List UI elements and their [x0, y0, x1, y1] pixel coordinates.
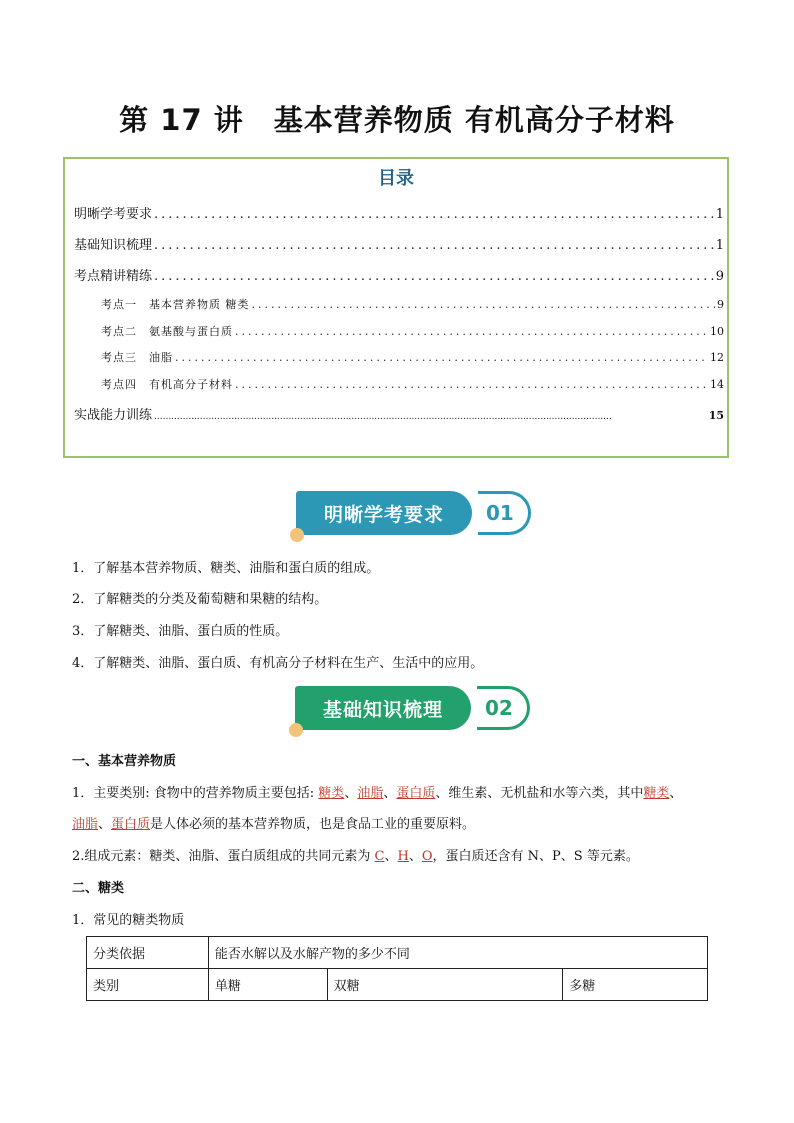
table-cell: 类别	[87, 969, 209, 1001]
toc-entry-label: 实战能力训练	[74, 408, 153, 423]
dot-icon	[289, 723, 303, 737]
toc-subentry[interactable]	[101, 376, 724, 392]
table-cell: 能否水解以及水解产物的多少不同	[208, 937, 707, 969]
page-title: 第 17 讲 基本营养物质 有机高分子材料	[119, 103, 675, 137]
text: 2.组成元素：糖类、油脂、蛋白质组成的共同元素为	[72, 849, 375, 864]
sugar-classification-table	[86, 936, 708, 1001]
toc-subentry[interactable]	[101, 296, 724, 312]
toc-entry[interactable]	[74, 203, 724, 222]
banner-label-box	[296, 491, 472, 535]
subsection-heading: 1．常见的糖类物质	[72, 913, 185, 928]
requirement-item: 1．了解基本营养物质、糖类、油脂和蛋白质的组成。	[72, 561, 380, 576]
toc-entry-label: 考点二 氨基酸与蛋白质	[101, 325, 233, 338]
section-banner-requirements	[296, 491, 531, 535]
toc-entry[interactable]	[74, 404, 724, 423]
answer-blank: 油脂	[72, 817, 99, 832]
toc-leader-dots	[154, 207, 714, 222]
text: 、	[408, 849, 422, 864]
answer-blank: 油脂	[357, 786, 384, 801]
table-row	[87, 937, 708, 969]
answer-blank: H	[397, 849, 409, 864]
text: 、	[344, 786, 358, 801]
banner-label: 基础知识梳理	[323, 698, 444, 721]
toc-entry-label: 考点一 基本营养物质 糖类	[101, 298, 250, 311]
answer-blank: C	[374, 849, 385, 864]
section-heading: 一、基本营养物质	[72, 754, 177, 769]
section-heading: 二、糖类	[72, 881, 125, 896]
toc-entry-page: 1	[715, 207, 724, 222]
toc-leader-dots	[175, 351, 708, 364]
text: 、维生素、无机盐和水等六类，其中	[435, 786, 644, 801]
requirement-item: 4．了解糖类、油脂、蛋白质、有机高分子材料在生产、生活中的应用。	[72, 656, 484, 671]
requirement-item: 3．了解糖类、油脂、蛋白质的性质。	[72, 624, 289, 639]
text: ，蛋白质还含有 N、P、S 等元素。	[432, 849, 639, 864]
table-cell: 分类依据	[87, 937, 209, 969]
toc-entry-page: 15	[708, 409, 724, 422]
requirement-item: 2．了解糖类的分类及葡萄糖和果糖的结构。	[72, 592, 328, 607]
table-of-contents	[63, 157, 729, 458]
toc-entry-page: 10	[710, 325, 724, 338]
toc-entry-page: 9	[717, 298, 724, 311]
toc-leader-dots	[252, 298, 716, 311]
text: 、	[98, 817, 112, 832]
answer-blank: 蛋白质	[111, 817, 151, 832]
banner-label: 明晰学考要求	[324, 503, 445, 526]
toc-entry-label: 基础知识梳理	[74, 238, 153, 253]
text: 、	[383, 786, 397, 801]
answer-blank: 糖类	[643, 786, 670, 801]
toc-heading: 目录	[378, 168, 414, 189]
toc-entry-label: 明晰学考要求	[74, 207, 153, 222]
toc-entry[interactable]	[74, 265, 724, 284]
paragraph-categories-cont	[72, 817, 475, 833]
answer-blank: O	[421, 849, 433, 864]
text: 、	[384, 849, 398, 864]
toc-subentry[interactable]	[101, 323, 724, 339]
toc-subentry[interactable]	[101, 349, 724, 365]
dot-icon	[290, 528, 304, 542]
toc-entry-label: 考点三 油脂	[101, 351, 173, 364]
text: 、	[669, 786, 683, 801]
toc-entry[interactable]	[74, 234, 724, 253]
banner-number: 01	[478, 491, 531, 535]
answer-blank: 蛋白质	[396, 786, 436, 801]
toc-entry-label: 考点精讲精练	[74, 269, 153, 284]
text: 是人体必须的基本营养物质，也是食品工业的重要原料。	[150, 817, 476, 832]
toc-entry-page: 1	[715, 238, 724, 253]
banner-number: 02	[477, 686, 530, 730]
paragraph-elements	[72, 849, 639, 865]
toc-entry-label: 考点四 有机高分子材料	[101, 378, 233, 391]
table-cell: 多糖	[563, 969, 708, 1001]
toc-leader-dots	[154, 238, 714, 253]
text: 1．主要类别: 食物中的营养物质主要包括:	[72, 786, 319, 801]
table-cell: 单糖	[208, 969, 327, 1001]
table-row	[87, 969, 708, 1001]
toc-leader-dots	[235, 325, 708, 338]
toc-entry-page: 9	[715, 269, 724, 284]
toc-leader-dots	[235, 378, 708, 391]
toc-leader-dots	[154, 269, 714, 284]
toc-entry-page: 14	[710, 378, 724, 391]
section-banner-knowledge	[295, 686, 530, 730]
toc-entry-page: 12	[710, 351, 724, 364]
paragraph-categories	[72, 786, 682, 802]
answer-blank: 糖类	[318, 786, 345, 801]
toc-leader-dots	[154, 412, 707, 422]
banner-label-box	[295, 686, 471, 730]
table-cell: 双糖	[327, 969, 563, 1001]
